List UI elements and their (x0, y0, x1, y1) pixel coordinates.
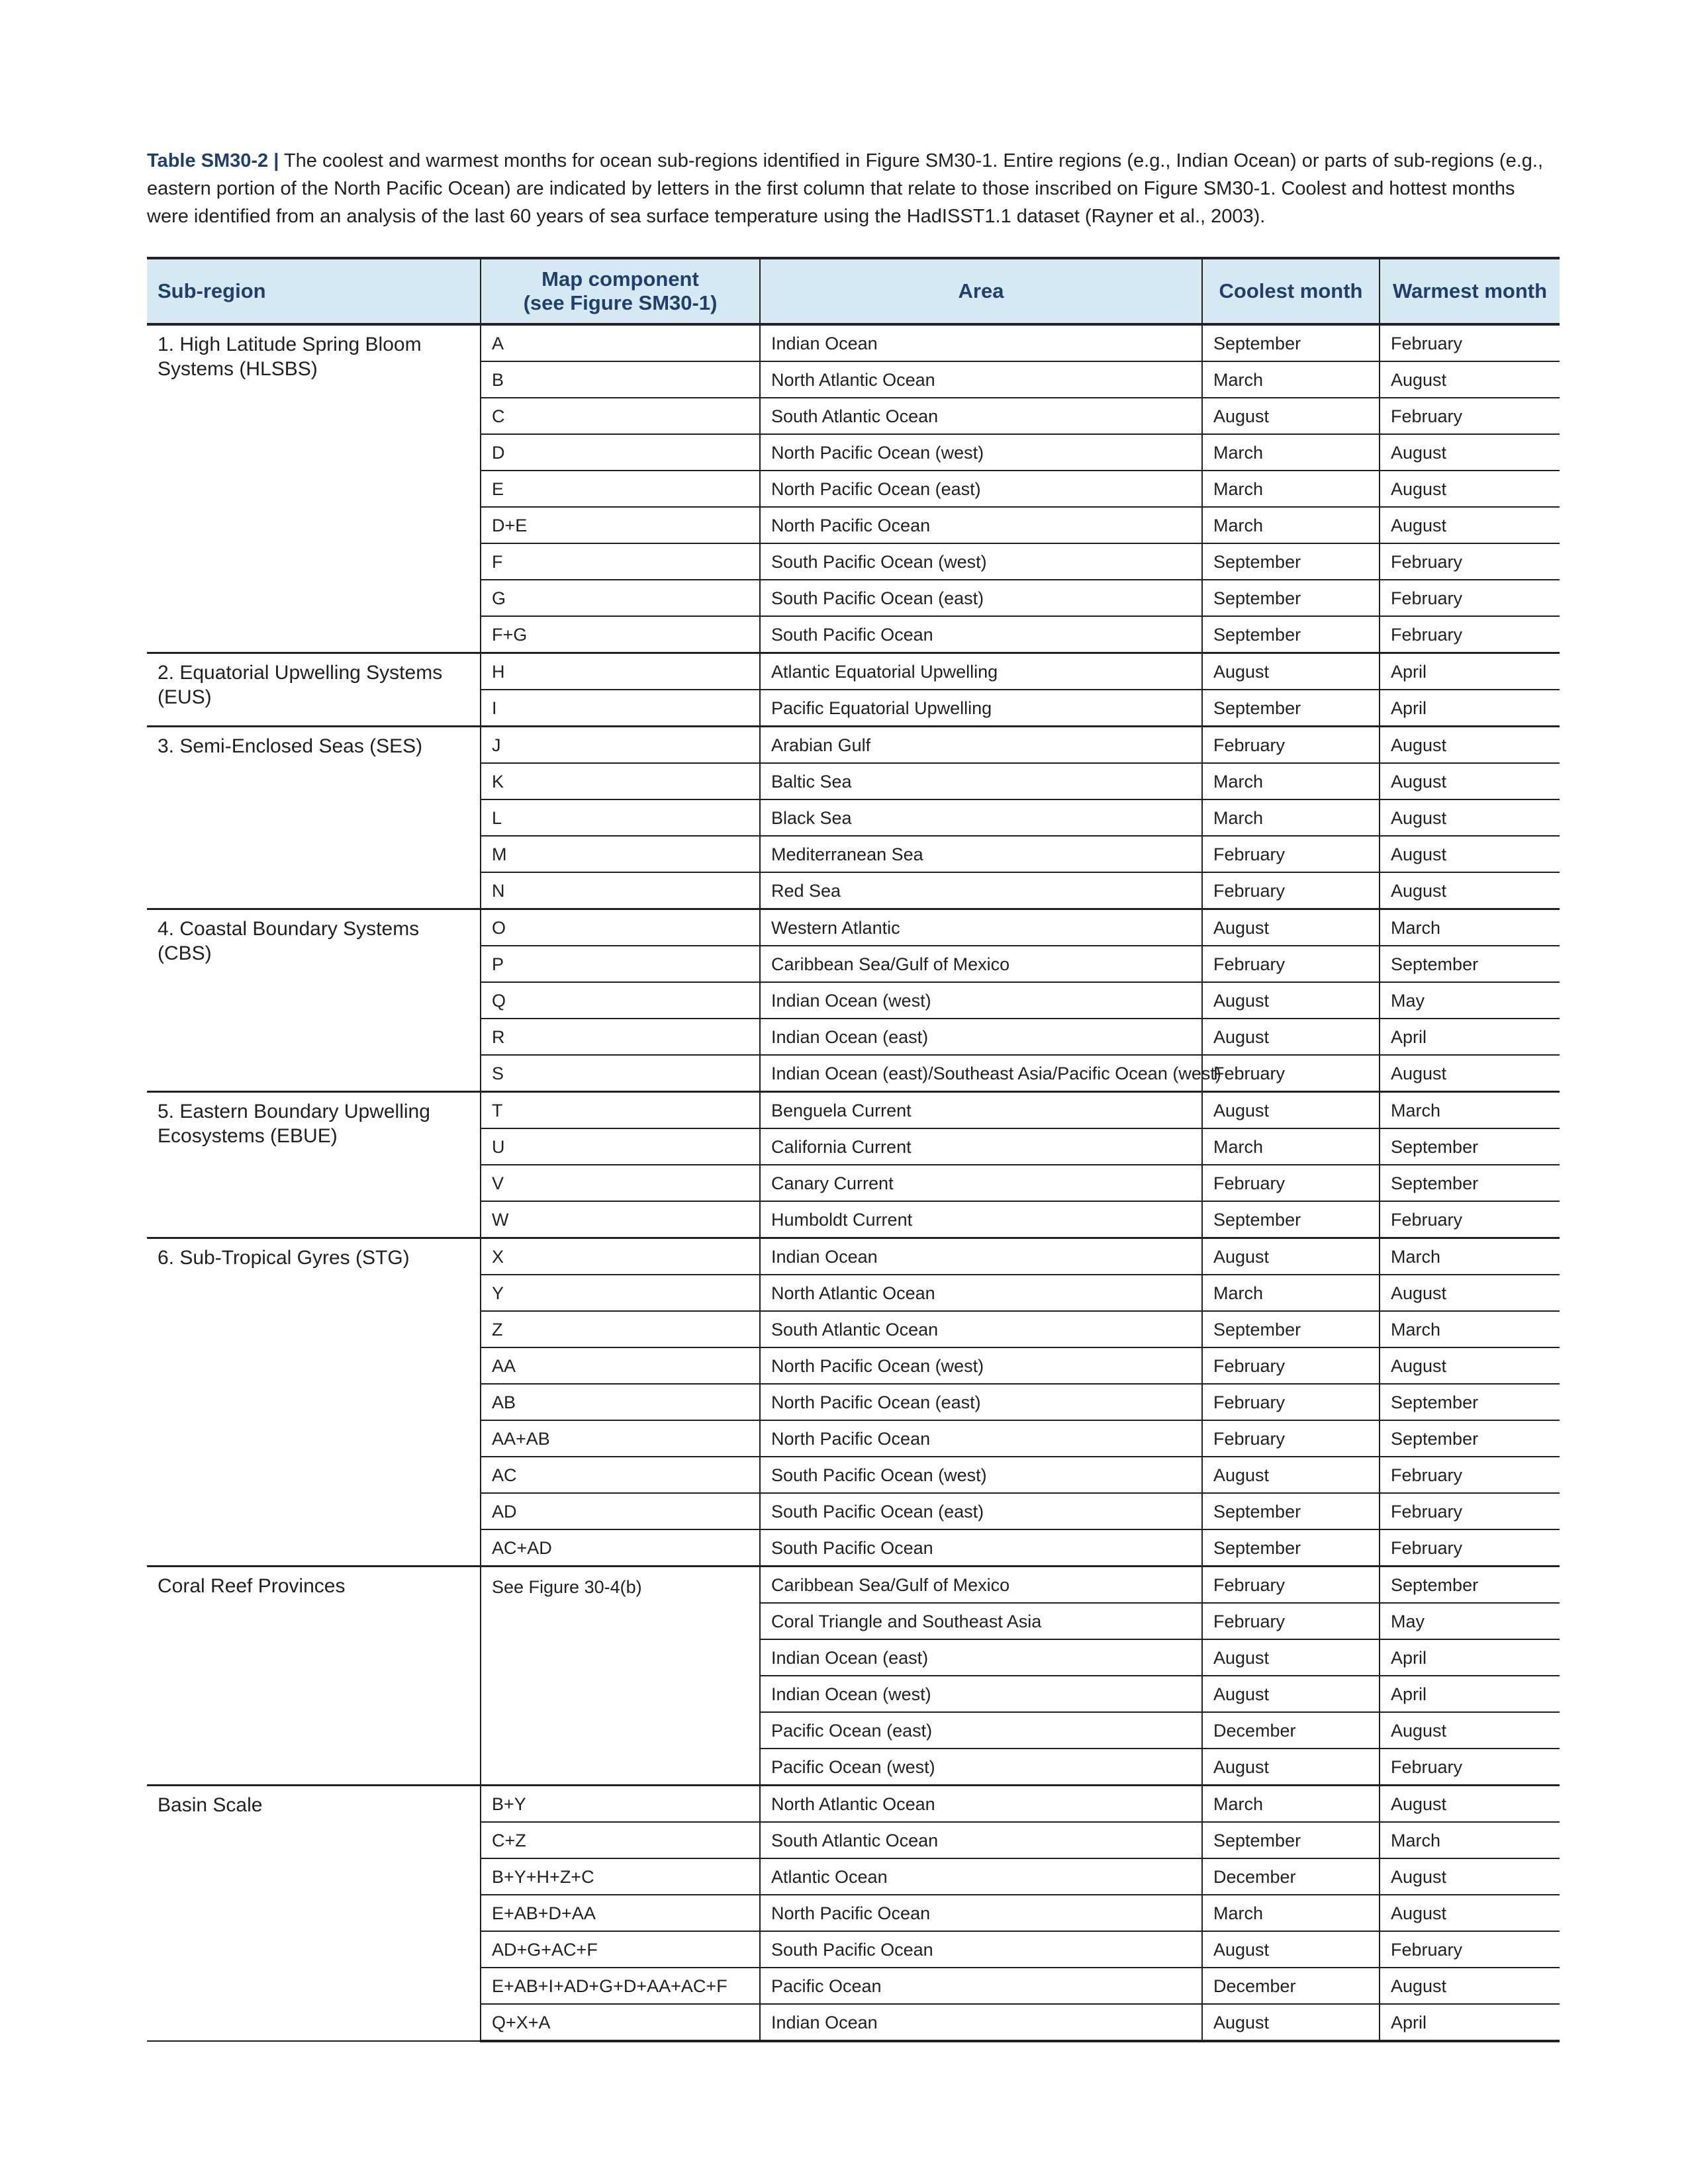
map-component-cell: S (481, 1055, 760, 1092)
area-cell: Canary Current (760, 1165, 1202, 1201)
warmest-month-cell: August (1380, 763, 1560, 799)
header-coolest-month: Coolest month (1202, 258, 1380, 324)
map-component-cell: C+Z (481, 1822, 760, 1858)
area-cell: Indian Ocean (west) (760, 982, 1202, 1019)
area-cell: North Pacific Ocean (east) (760, 471, 1202, 507)
warmest-month-cell: August (1380, 1347, 1560, 1384)
header-map-component: Map component (see Figure SM30-1) (481, 258, 760, 324)
table-label: Table SM30-2 | (147, 150, 279, 171)
map-component-cell: AA (481, 1347, 760, 1384)
coolest-month-cell: February (1202, 1055, 1380, 1092)
warmest-month-cell: February (1380, 1457, 1560, 1493)
coolest-month-cell: February (1202, 727, 1380, 764)
coolest-month-cell: August (1202, 1092, 1380, 1129)
area-cell: South Atlantic Ocean (760, 1311, 1202, 1347)
coolest-month-cell: March (1202, 1275, 1380, 1311)
area-cell: South Pacific Ocean (760, 1529, 1202, 1567)
area-cell: Black Sea (760, 799, 1202, 836)
warmest-month-cell: May (1380, 1603, 1560, 1639)
coolest-month-cell: September (1202, 1493, 1380, 1529)
coolest-month-cell: March (1202, 434, 1380, 471)
area-cell: South Pacific Ocean (west) (760, 543, 1202, 580)
coolest-month-cell: February (1202, 836, 1380, 872)
map-component-cell: J (481, 727, 760, 764)
table-caption (147, 147, 1557, 230)
coolest-month-cell: February (1202, 1420, 1380, 1457)
table-row (147, 909, 1560, 946)
area-cell: Pacific Ocean (760, 1968, 1202, 2004)
coolest-month-cell: March (1202, 471, 1380, 507)
area-cell: Arabian Gulf (760, 727, 1202, 764)
coolest-month-cell: September (1202, 324, 1380, 361)
warmest-month-cell: February (1380, 1201, 1560, 1238)
table-row (147, 727, 1560, 764)
area-cell: Humboldt Current (760, 1201, 1202, 1238)
warmest-month-cell: August (1380, 1858, 1560, 1895)
coolest-month-cell: February (1202, 1603, 1380, 1639)
warmest-month-cell: February (1380, 580, 1560, 616)
area-cell: Baltic Sea (760, 763, 1202, 799)
warmest-month-cell: March (1380, 1822, 1560, 1858)
coolest-month-cell: August (1202, 1749, 1380, 1786)
coolest-month-cell: February (1202, 946, 1380, 982)
area-cell: Indian Ocean (760, 324, 1202, 361)
coolest-month-cell: September (1202, 690, 1380, 727)
coolest-month-cell: March (1202, 763, 1380, 799)
warmest-month-cell: September (1380, 1128, 1560, 1165)
coolest-month-cell: March (1202, 799, 1380, 836)
area-cell: South Pacific Ocean (760, 616, 1202, 653)
map-component-cell: N (481, 872, 760, 909)
caption-text: The coolest and warmest months for ocean sub-regions identified in Figure SM30-1. Entire regions (e.g., Indian Ocean) or parts of sub-regions (e.g., eastern portion of the North Pacific Ocean) are indicated by letters in the first column that relate to those inscribed on Figure SM30-1. Coolest and hottest months were identified from an analysis of the last 60 years of sea surface temperature using the HadISST1.1 dataset (Rayner et al., 2003). (147, 150, 1543, 227)
coolest-month-cell: September (1202, 1311, 1380, 1347)
table-row (147, 1238, 1560, 1275)
area-cell: South Atlantic Ocean (760, 1822, 1202, 1858)
map-component-cell: Q+X+A (481, 2004, 760, 2041)
map-component-cell: M (481, 836, 760, 872)
area-cell: Pacific Equatorial Upwelling (760, 690, 1202, 727)
warmest-month-cell: September (1380, 1420, 1560, 1457)
coolest-month-cell: August (1202, 982, 1380, 1019)
warmest-month-cell: August (1380, 361, 1560, 398)
coolest-month-cell: August (1202, 1457, 1380, 1493)
sub-region-cell: 2. Equatorial Upwelling Systems (EUS) (147, 653, 481, 727)
map-component-cell: C (481, 398, 760, 434)
warmest-month-cell: April (1380, 653, 1560, 690)
area-cell: Indian Ocean (east) (760, 1639, 1202, 1676)
map-component-cell: Y (481, 1275, 760, 1311)
area-cell: Red Sea (760, 872, 1202, 909)
area-cell: Caribbean Sea/Gulf of Mexico (760, 946, 1202, 982)
coolest-month-cell: March (1202, 1786, 1380, 1823)
coolest-month-cell: September (1202, 1201, 1380, 1238)
map-component-cell: B+Y+H+Z+C (481, 1858, 760, 1895)
sub-region-cell: 5. Eastern Boundary Upwelling Ecosystems (EBUE) (147, 1092, 481, 1238)
coolest-month-cell: September (1202, 580, 1380, 616)
map-component-cell: L (481, 799, 760, 836)
coolest-month-cell: August (1202, 1931, 1380, 1968)
warmest-month-cell: April (1380, 1676, 1560, 1712)
header-warmest-month: Warmest month (1380, 258, 1560, 324)
map-component-cell: G (481, 580, 760, 616)
coolest-month-cell: March (1202, 507, 1380, 543)
sub-region-cell: Basin Scale (147, 1786, 481, 2042)
coolest-month-cell: February (1202, 1347, 1380, 1384)
map-component-cell: O (481, 909, 760, 946)
area-cell: South Pacific Ocean (east) (760, 1493, 1202, 1529)
map-component-cell: P (481, 946, 760, 982)
area-cell: North Pacific Ocean (760, 1895, 1202, 1931)
coolest-month-cell: August (1202, 2004, 1380, 2041)
map-component-cell: I (481, 690, 760, 727)
warmest-month-cell: August (1380, 1786, 1560, 1823)
table-row (147, 1567, 1560, 1604)
header-sub-region: Sub-region (147, 258, 481, 324)
area-cell: South Pacific Ocean (west) (760, 1457, 1202, 1493)
coolest-month-cell: August (1202, 653, 1380, 690)
warmest-month-cell: August (1380, 1055, 1560, 1092)
map-component-cell: D (481, 434, 760, 471)
coolest-month-cell: February (1202, 1567, 1380, 1604)
map-component-cell: AD+G+AC+F (481, 1931, 760, 1968)
map-component-cell: V (481, 1165, 760, 1201)
sub-region-cell: 1. High Latitude Spring Bloom Systems (HLSBS) (147, 324, 481, 653)
warmest-month-cell: May (1380, 982, 1560, 1019)
coolest-month-cell: August (1202, 1238, 1380, 1275)
area-cell: Pacific Ocean (west) (760, 1749, 1202, 1786)
warmest-month-cell: August (1380, 434, 1560, 471)
coolest-month-cell: March (1202, 1128, 1380, 1165)
warmest-month-cell: March (1380, 909, 1560, 946)
area-cell: Pacific Ocean (east) (760, 1712, 1202, 1749)
map-component-cell: AC+AD (481, 1529, 760, 1567)
warmest-month-cell: August (1380, 1712, 1560, 1749)
area-cell: North Pacific Ocean (west) (760, 434, 1202, 471)
coolest-month-cell: September (1202, 1529, 1380, 1567)
coolest-month-cell: December (1202, 1858, 1380, 1895)
map-component-cell: F (481, 543, 760, 580)
table-body (147, 324, 1560, 2041)
warmest-month-cell: August (1380, 1968, 1560, 2004)
months-table (147, 257, 1560, 2042)
warmest-month-cell: February (1380, 1749, 1560, 1786)
warmest-month-cell: February (1380, 1931, 1560, 1968)
map-component-cell: AA+AB (481, 1420, 760, 1457)
table-row (147, 1092, 1560, 1129)
area-cell: North Atlantic Ocean (760, 361, 1202, 398)
warmest-month-cell: August (1380, 872, 1560, 909)
map-component-cell: B+Y (481, 1786, 760, 1823)
coolest-month-cell: August (1202, 398, 1380, 434)
coolest-month-cell: March (1202, 1895, 1380, 1931)
sub-region-cell: 6. Sub-Tropical Gyres (STG) (147, 1238, 481, 1567)
map-component-cell: W (481, 1201, 760, 1238)
warmest-month-cell: August (1380, 471, 1560, 507)
warmest-month-cell: March (1380, 1092, 1560, 1129)
coolest-month-cell: August (1202, 1676, 1380, 1712)
area-cell: South Atlantic Ocean (760, 398, 1202, 434)
area-cell: California Current (760, 1128, 1202, 1165)
coolest-month-cell: September (1202, 616, 1380, 653)
coolest-month-cell: August (1202, 1639, 1380, 1676)
map-component-cell: R (481, 1019, 760, 1055)
map-component-cell: E (481, 471, 760, 507)
warmest-month-cell: February (1380, 616, 1560, 653)
warmest-month-cell: September (1380, 1384, 1560, 1420)
map-component-cell: AB (481, 1384, 760, 1420)
coolest-month-cell: September (1202, 543, 1380, 580)
coolest-month-cell: March (1202, 361, 1380, 398)
map-component-cell: D+E (481, 507, 760, 543)
area-cell: Atlantic Equatorial Upwelling (760, 653, 1202, 690)
area-cell: South Pacific Ocean (760, 1931, 1202, 1968)
warmest-month-cell: August (1380, 799, 1560, 836)
map-component-cell: See Figure 30-4(b) (481, 1567, 760, 1786)
warmest-month-cell: August (1380, 1895, 1560, 1931)
warmest-month-cell: September (1380, 1165, 1560, 1201)
coolest-month-cell: August (1202, 909, 1380, 946)
map-component-cell: E+AB+D+AA (481, 1895, 760, 1931)
coolest-month-cell: December (1202, 1712, 1380, 1749)
warmest-month-cell: September (1380, 1567, 1560, 1604)
map-component-cell: A (481, 324, 760, 361)
warmest-month-cell: August (1380, 727, 1560, 764)
area-cell: North Pacific Ocean (760, 507, 1202, 543)
warmest-month-cell: March (1380, 1311, 1560, 1347)
table-row (147, 1786, 1560, 1823)
map-component-cell: AD (481, 1493, 760, 1529)
area-cell: North Pacific Ocean (760, 1420, 1202, 1457)
warmest-month-cell: April (1380, 1639, 1560, 1676)
area-cell: Mediterranean Sea (760, 836, 1202, 872)
area-cell: Indian Ocean (east)/Southeast Asia/Pacific Ocean (west) (760, 1055, 1202, 1092)
map-component-cell: F+G (481, 616, 760, 653)
area-cell: Benguela Current (760, 1092, 1202, 1129)
area-cell: North Pacific Ocean (west) (760, 1347, 1202, 1384)
sub-region-cell: 4. Coastal Boundary Systems (CBS) (147, 909, 481, 1092)
coolest-month-cell: February (1202, 872, 1380, 909)
warmest-month-cell: August (1380, 1275, 1560, 1311)
map-component-cell: T (481, 1092, 760, 1129)
coolest-month-cell: August (1202, 1019, 1380, 1055)
area-cell: Indian Ocean (760, 2004, 1202, 2041)
map-component-cell: Z (481, 1311, 760, 1347)
warmest-month-cell: September (1380, 946, 1560, 982)
coolest-month-cell: December (1202, 1968, 1380, 2004)
area-cell: North Atlantic Ocean (760, 1275, 1202, 1311)
map-component-cell: X (481, 1238, 760, 1275)
map-component-cell: Q (481, 982, 760, 1019)
header-row (147, 258, 1560, 324)
area-cell: Caribbean Sea/Gulf of Mexico (760, 1567, 1202, 1604)
area-cell: Western Atlantic (760, 909, 1202, 946)
coolest-month-cell: February (1202, 1384, 1380, 1420)
map-component-cell: H (481, 653, 760, 690)
area-cell: Indian Ocean (east) (760, 1019, 1202, 1055)
coolest-month-cell: September (1202, 1822, 1380, 1858)
map-component-cell: AC (481, 1457, 760, 1493)
map-component-cell: K (481, 763, 760, 799)
coolest-month-cell: February (1202, 1165, 1380, 1201)
warmest-month-cell: February (1380, 543, 1560, 580)
table-row (147, 653, 1560, 690)
area-cell: North Pacific Ocean (east) (760, 1384, 1202, 1420)
warmest-month-cell: February (1380, 1493, 1560, 1529)
warmest-month-cell: April (1380, 1019, 1560, 1055)
warmest-month-cell: August (1380, 836, 1560, 872)
warmest-month-cell: February (1380, 1529, 1560, 1567)
warmest-month-cell: April (1380, 690, 1560, 727)
table-row (147, 324, 1560, 361)
warmest-month-cell: April (1380, 2004, 1560, 2041)
map-component-cell: B (481, 361, 760, 398)
area-cell: Coral Triangle and Southeast Asia (760, 1603, 1202, 1639)
area-cell: South Pacific Ocean (east) (760, 580, 1202, 616)
map-component-cell: U (481, 1128, 760, 1165)
area-cell: North Atlantic Ocean (760, 1786, 1202, 1823)
sub-region-cell: Coral Reef Provinces (147, 1567, 481, 1786)
warmest-month-cell: February (1380, 324, 1560, 361)
warmest-month-cell: March (1380, 1238, 1560, 1275)
map-component-cell: E+AB+I+AD+G+D+AA+AC+F (481, 1968, 760, 2004)
warmest-month-cell: February (1380, 398, 1560, 434)
area-cell: Indian Ocean (west) (760, 1676, 1202, 1712)
area-cell: Indian Ocean (760, 1238, 1202, 1275)
warmest-month-cell: August (1380, 507, 1560, 543)
sub-region-cell: 3. Semi-Enclosed Seas (SES) (147, 727, 481, 909)
header-area: Area (760, 258, 1202, 324)
area-cell: Atlantic Ocean (760, 1858, 1202, 1895)
